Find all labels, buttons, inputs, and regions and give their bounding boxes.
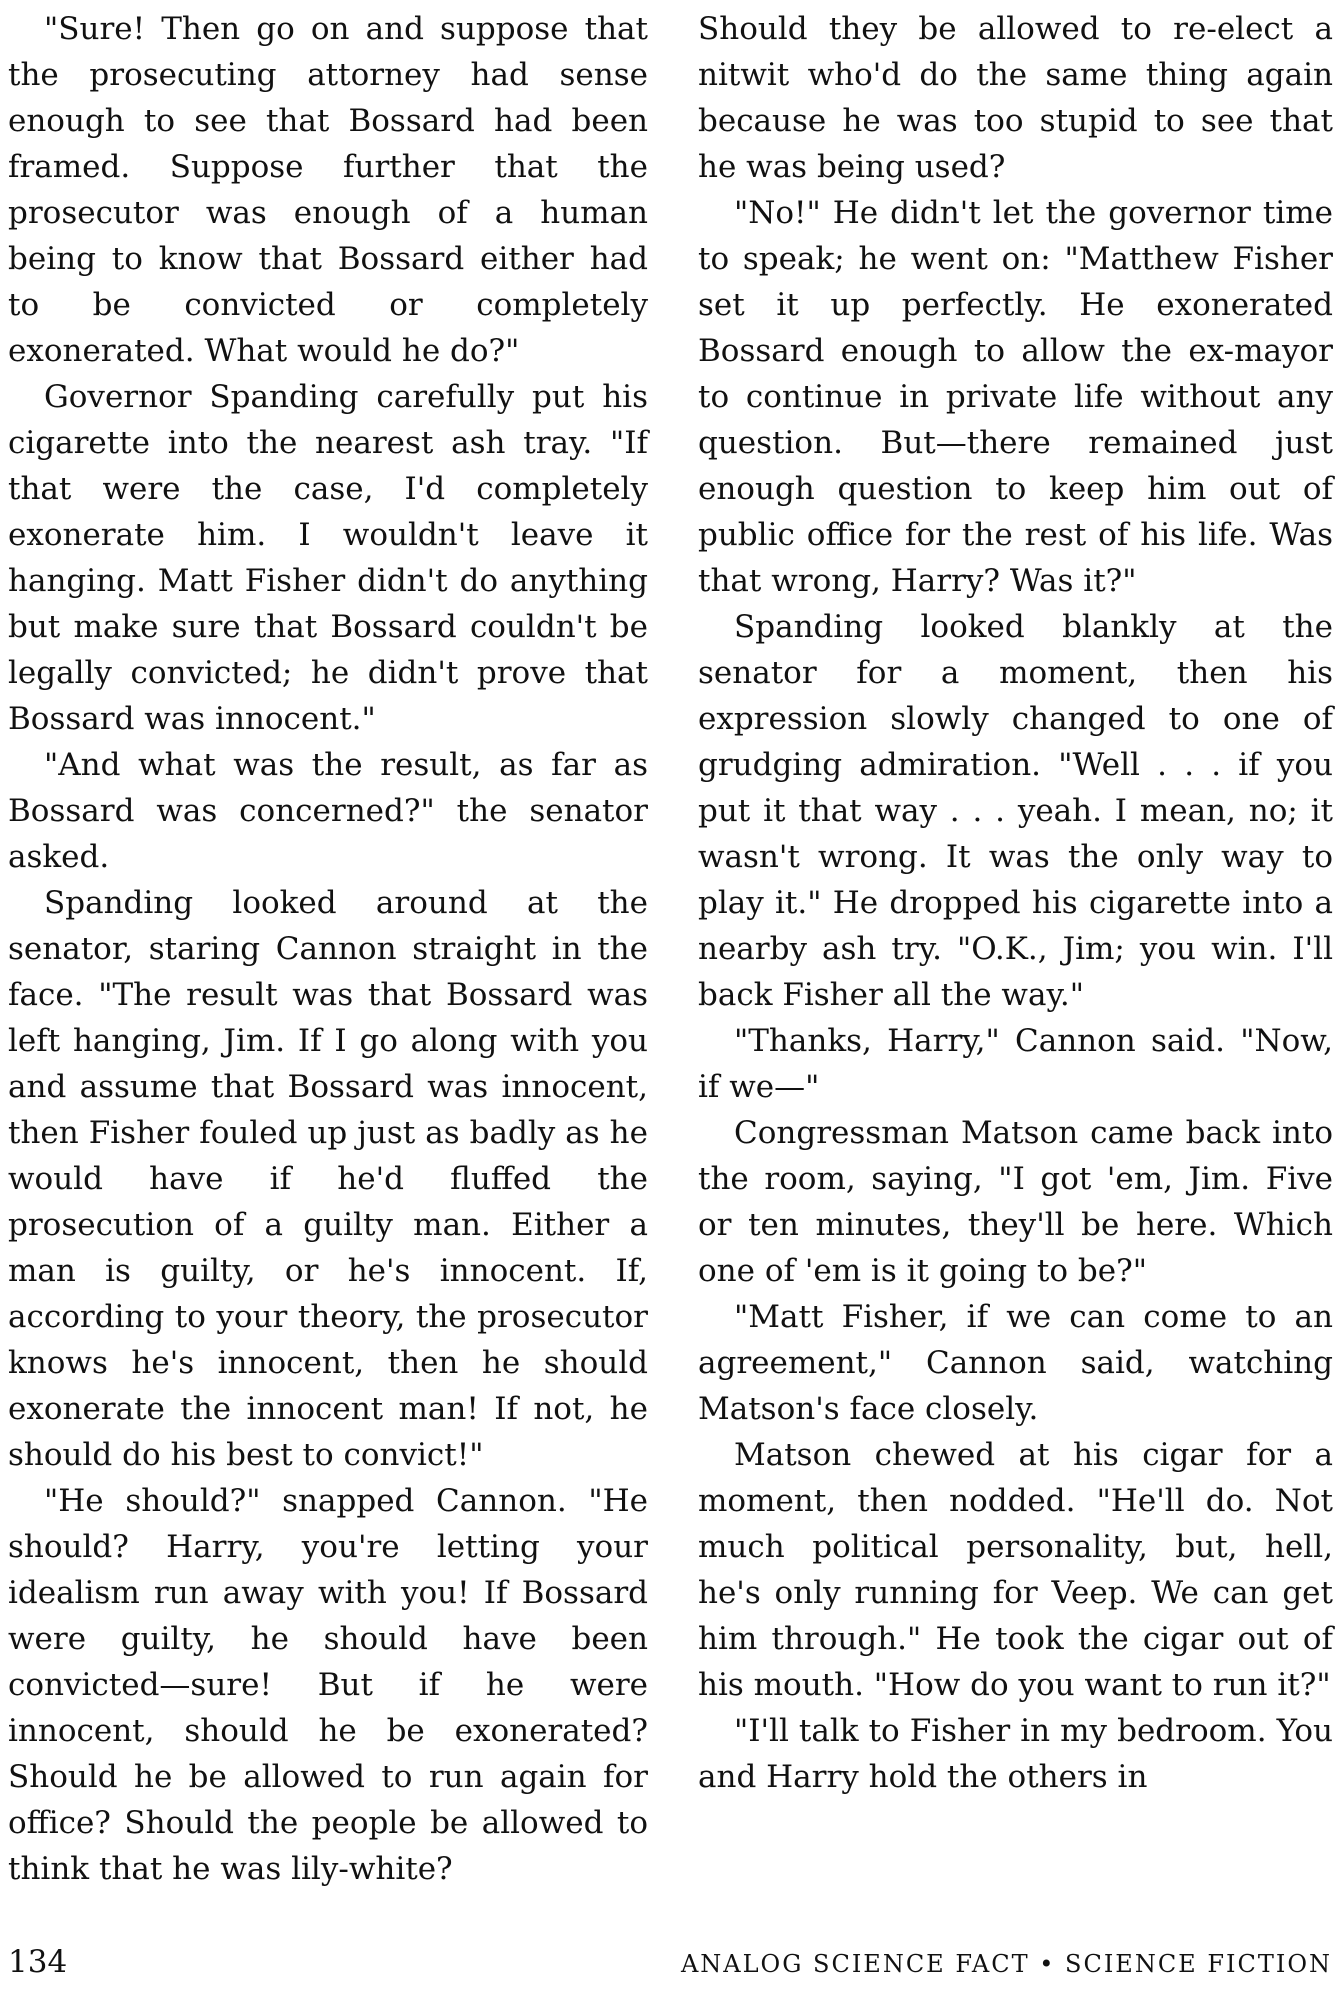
paragraph: Congressman Matson came back into the room, saying, "I got 'em, Jim. Five or ten minutes, they'll be here. Which one of 'em is it going to be?" [698, 1115, 1333, 1289]
running-title: ANALOG SCIENCE FACT • SCIENCE FICTION [680, 1950, 1332, 1978]
paragraph: "I'll talk to Fisher in my bedroom. You and Harry hold the others in [698, 1713, 1333, 1795]
paragraph: "Thanks, Harry," Cannon said. "Now, if we—" [698, 1023, 1333, 1105]
paragraph: "Sure! Then go on and suppose that the prosecuting attorney had sense enough to see that Bossard had been framed. Suppose further that the prosecutor was enough of a human being to know that Bossard either had to be convicted or completely exonerated. What would he do?" [8, 11, 648, 369]
paragraph: Spanding looked around at the senator, staring Cannon straight in the face. "The result was that Bossard was left hanging, Jim. If I go along with you and assume that Bossard was innocent, then Fisher fouled up just as badly as he would have if he'd fluffed the prosecution of a guilty man. Either a man is guilty, or he's innocent. If, according to your theory, the prosecutor knows he's innocent, then he should exonerate the innocent man! If not, he should do his best to convict!" [8, 885, 648, 1473]
paragraph: Governor Spanding carefully put his cigarette into the nearest ash tray. "If that were the case, I'd completely exonerate him. I wouldn't leave it hanging. Matt Fisher didn't do anything but make sure that Bossard couldn't be legally convicted; he didn't prove that Bossard was innocent." [8, 379, 648, 737]
paragraph: "Matt Fisher, if we can come to an agreement," Cannon said, watching Matson's face closely. [698, 1299, 1333, 1427]
paragraph: "And what was the result, as far as Bossard was concerned?" the senator asked. [8, 747, 648, 875]
paragraph: "No!" He didn't let the governor time to speak; he went on: "Matthew Fisher set it up perfectly. He exonerated Bossard enough to allow the ex-mayor to continue in private life without any question. But—there remained just enough question to keep him out of public office for the rest of his life. Was that wrong, Harry? Was it?" [698, 195, 1333, 599]
paragraph: "He should?" snapped Cannon. "He should? Harry, you're letting your idealism run away with you! If Bossard were guilty, he should have been convicted—sure! But if he were innocent, should he be exonerated? Should he be allowed to run again for office? Should the people be allowed to think that he was lily-white? [8, 1483, 648, 1887]
paragraph: Should they be allowed to re-elect a nitwit who'd do the same thing again because he was too stupid to see that he was being used? [698, 11, 1333, 185]
paragraph: Matson chewed at his cigar for a moment, then nodded. "He'll do. Not much political personality, but, hell, he's only running for Veep. We can get him through." He took the cigar out of his mouth. "How do you want to run it?" [698, 1437, 1333, 1703]
right-column [698, 6, 1333, 1800]
left-column [8, 6, 648, 1892]
page-number: 134 [8, 1944, 68, 1980]
paragraph: Spanding looked blankly at the senator for a moment, then his expression slowly changed to one of grudging admiration. "Well . . . if you put it that way . . . yeah. I mean, no; it wasn't wrong. It was the only way to play it." He dropped his cigarette into a nearby ash try. "O.K., Jim; you win. I'll back Fisher all the way." [698, 609, 1333, 1013]
page-footer [8, 1944, 1332, 1980]
